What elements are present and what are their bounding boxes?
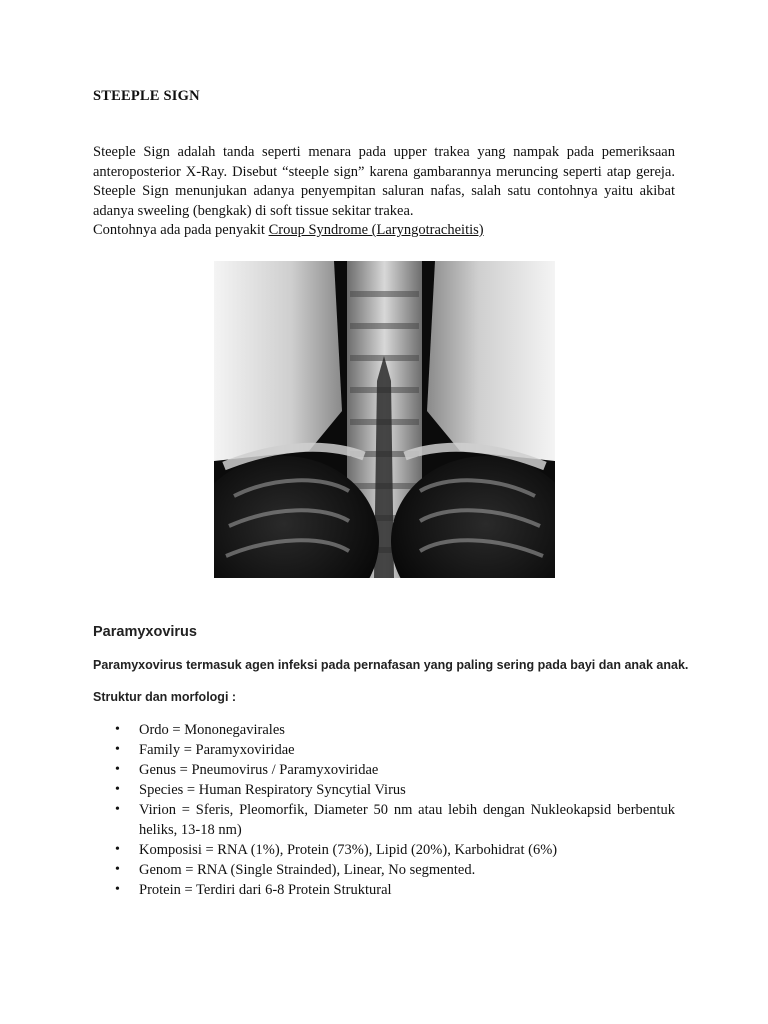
section-subheading: Struktur dan morfologi : [93,690,237,704]
intro-example [93,221,675,241]
list-item: • Genus = Pneumovirus / Paramyxoviridae [113,760,675,780]
xray-image [214,261,555,578]
intro-text [93,143,675,241]
list-item: • Genom = RNA (Single Strainded), Linear, No segmented. [113,860,675,880]
list-item: • Family = Paramyxoviridae [113,740,675,760]
list-item: • Protein = Terdiri dari 6-8 Protein Struktural [113,880,675,900]
section-heading: Paramyxovirus [93,624,197,640]
croup-syndrome-link[interactable]: Croup Syndrome (Laryngotracheitis) [268,222,484,238]
page-title: STEEPLE SIGN [93,88,200,104]
intro-paragraph: Steeple Sign adalah tanda seperti menara pada upper trakea yang nampak pada pemeriksaan anteroposterior X-Ray. Disebut “steeple sign” karena gambarannya meruncing seperti atap gereja. Steeple Sign menunjukan adanya penyempitan saluran nafas, salah satu contohnya yaitu akibat adanya sweeling (bengkak) di soft tissue sekitar trakea. [93,144,675,219]
list-item: • Virion = Sferis, Pleomorfik, Diameter 50 nm atau lebih dengan Nukleokapsid berbentuk heliks, 13-18 nm) [113,800,675,840]
example-prefix: Contohnya ada pada penyakit [93,222,269,238]
morphology-list [113,720,675,900]
section-lead: Paramyxovirus termasuk agen infeksi pada pernafasan yang paling sering pada bayi dan anak anak. [93,658,689,672]
list-item: • Ordo = Mononegavirales [113,720,675,740]
list-item: • Species = Human Respiratory Syncytial Virus [113,780,675,800]
list-item: • Komposisi = RNA (1%), Protein (73%), Lipid (20%), Karbohidrat (6%) [113,840,675,860]
